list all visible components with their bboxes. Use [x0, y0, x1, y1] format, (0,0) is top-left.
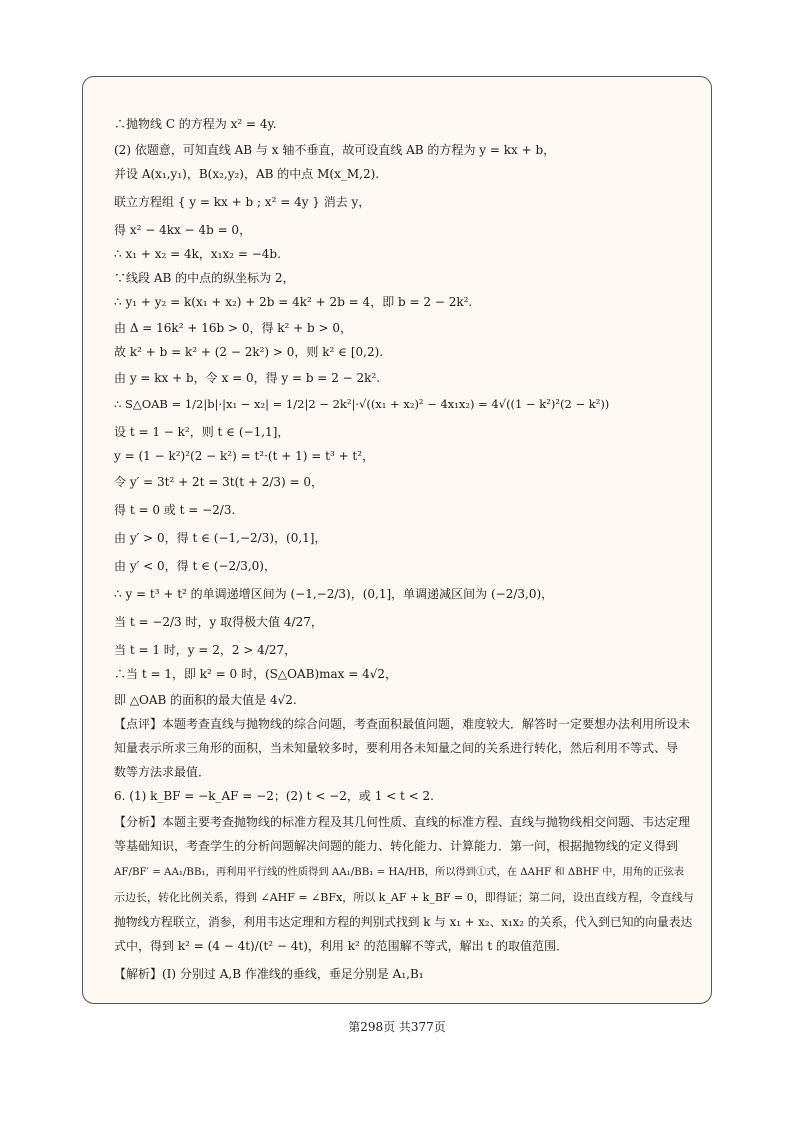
text-line: 当 t = 1 时，y = 2，2 > 4/27， [114, 643, 297, 657]
text-line: 数等方法求最值． [114, 765, 211, 779]
text-line: 由 y′ < 0，得 t ∈ (−2/3,0)， [114, 559, 276, 573]
text-line: ∴ y₁ + y₂ = k(x₁ + x₂) + 2b = 4k² + 2b = 4，即 b = 2 − 2k². [114, 295, 473, 309]
page-footer: 第298页 共377页 [348, 1020, 446, 1034]
text-line: 当 t = −2/3 时，y 取得极大值 4/27， [114, 615, 323, 629]
text-line: 式中，得到 k² = (4 − 4t)/(t² − 4t)，利用 k² 的范围解不等式，解出 t 的取值范围． [114, 939, 569, 953]
text-line: ∴ x₁ + x₂ = 4k，x₁x₂ = −4b. [114, 247, 281, 261]
text-line: 并设 A(x₁,y₁)，B(x₂,y₂)，AB 的中点 M(x_M,2). [114, 167, 380, 181]
text-line: (2) 依题意，可知直线 AB 与 x 轴不垂直，故可设直线 AB 的方程为 y = kx + b， [114, 143, 556, 157]
text-line: 得 x² − 4kx − 4b = 0， [114, 223, 252, 237]
text-line: 由 y = kx + b，令 x = 0，得 y = b = 2 − 2k². [114, 371, 381, 385]
text-line: 令 y′ = 3t² + 2t = 3t(t + 2/3) = 0， [114, 475, 324, 489]
text-line: 【分析】本题主要考查抛物线的标准方程及其几何性质、直线的标准方程、直线与抛物线相交问题、韦达定理 [114, 815, 691, 829]
text-line: 6. (1) k_BF = −k_AF = −2；(2) t < −2，或 1 < t < 2. [114, 789, 434, 803]
text-line: 由 Δ = 16k² + 16b > 0，得 k² + b > 0， [114, 321, 353, 335]
text-line: 即 △OAB 的面积的最大值是 4√2. [114, 693, 297, 707]
text-line: y = (1 − k²)²(2 − k²) = t²·(t + 1) = t³ + t²， [114, 449, 375, 463]
text-line: 设 t = 1 − k²，则 t ∈ (−1,1]， [114, 425, 290, 439]
text-line: ∴抛物线 C 的方程为 x² = 4y. [114, 117, 277, 131]
text-line: 故 k² + b = k² + (2 − 2k²) > 0，则 k² ∈ [0,2). [114, 345, 384, 359]
text-line: AF/BF′ = AA₁/BB₁，再利用平行线的性质得到 AA₁/BB₁ = HA/HB，所以得到①式，在 ΔAHF 和 ΔBHF 中，用角的正弦表 [114, 866, 685, 878]
text-line: 示边长，转化比例关系，得到 ∠AHF = ∠BFx，所以 k_AF + k_BF = 0，即得证；第二问，设出直线方程，令直线与 [114, 891, 694, 904]
text-line: 【点评】本题考查直线与抛物线的综合问题，考查面积最值问题，难度较大．解答时一定要想办法利用所设未 [114, 717, 691, 731]
text-line: ∴ y = t³ + t² 的单调递增区间为 (−1,−2/3)，(0,1]，单调递减区间为 (−2/3,0)， [114, 587, 554, 601]
text-line: 抛物线方程联立，消参，利用韦达定理和方程的判别式找到 k 与 x₁ + x₂、x₁x₂ 的关系，代入到已知的向量表达 [114, 915, 693, 929]
text-line: 知量表示所求三角形的面积，当未知量较多时，要利用各未知量之间的关系进行转化，然后利用不等式、导 [114, 741, 679, 755]
text-line: 联立方程组 { y = kx + b ; x² = 4y } 消去 y， [114, 195, 371, 209]
text-line: ∵线段 AB 的中点的纵坐标为 2， [114, 271, 295, 285]
text-line: 由 y′ > 0，得 t ∈ (−1,−2/3)，(0,1]， [114, 531, 327, 545]
text-line: 得 t = 0 或 t = −2/3. [114, 503, 236, 517]
text-line: ∴当 t = 1，即 k² = 0 时，(S△OAB)max = 4√2， [114, 667, 398, 681]
text-line: 【解析】(Ⅰ) 分别过 A,B 作准线的垂线，垂足分别是 A₁,B₁ [114, 967, 424, 981]
text-line: ∴ S△OAB = 1/2|b|·|x₁ − x₂| = 1/2|2 − 2k²|·√((x₁ + x₂)² − 4x₁x₂) = 4√((1 − k²)²(2 − k²)) [114, 397, 610, 411]
text-line: 等基础知识，考查学生的分析问题解决问题的能力、转化能力、计算能力．第一问，根据抛物线的定义得到 [114, 839, 679, 853]
